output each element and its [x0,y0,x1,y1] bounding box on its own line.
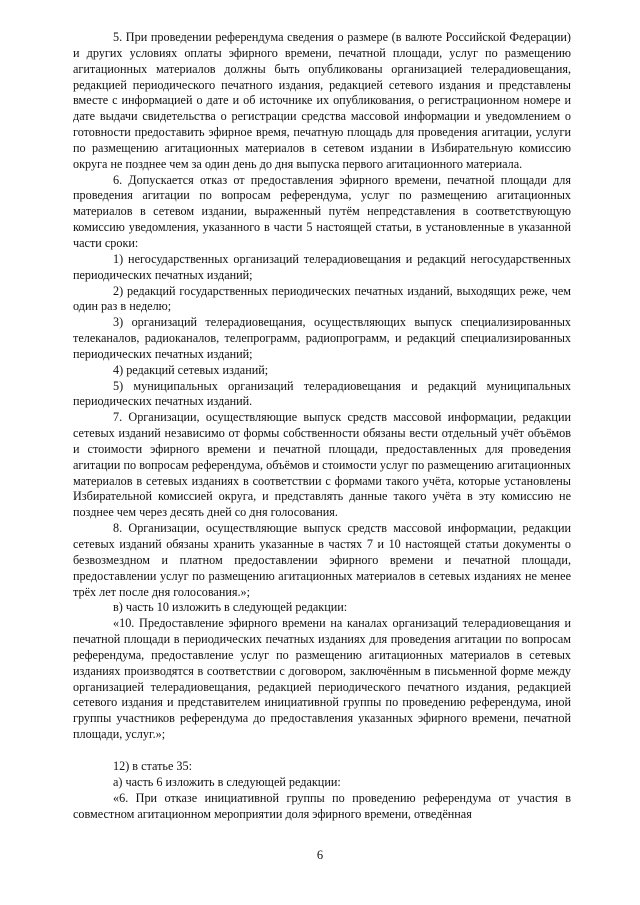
list-item-3: 3) организаций телерадиовещания, осуществляющих выпуск специализированных телеканалов, радиоканалов, телепрограмм, радиопрограмм, и редакций специализированных периодических печатных изданий; [73,315,571,361]
paragraph-part-5: 5. При проведении референдума сведения о размере (в валюте Российской Федерации) и других условиях оплаты эфирного времени, печатной площади, услуг по размещению агитационных материалов должны быть опубликованы организацией телерадиовещания, редакцией периодического печатного издания, редакцией сетевого издания и представлены вместе с информацией о дате и об источнике их опубликования, о регистрационном номере и дате выдачи свидетельства о регистрации средства массовой информации и уведомлением о готовности предоставить эфирное время, печатную площадь для проведения агитации, услуги по размещению агитационных материалов в сетевом издании в Избирательную комиссию округа не позднее чем за один день до дня выпуска первого агитационного материала. [73,30,571,171]
paragraph-part-8: 8. Организации, осуществляющие выпуск средств массовой информации, редакции сетевых изданий обязаны хранить указанные в частях 7 и 10 настоящей статьи документы о безвозмездном и платном предоставлении эфирного времени и печатной площади, предоставлении услуг по размещению агитационных материалов в сетевых изданиях не менее трёх лет после дня голосования.»; [73,521,571,599]
paragraph-part-7: 7. Организации, осуществляющие выпуск средств массовой информации, редакции сетевых изданий независимо от формы собственности обязаны вести отдельный учёт объёмов и стоимости эфирного времени и печатной площади, предоставленных для проведения агитации по вопросам референдума, объёмов и стоимости услуг по размещению агитационных материалов в сетевых изданиях в соответствии с формами такого учёта, которые установлены Избирательной комиссией округа, и представлять данные такого учёта в эту комиссию не позднее чем через десять дней со дня голосования. [73,410,571,520]
paragraph-part-6-quote: «6. При отказе инициативной группы по проведению референдума от участия в совместном агитационном мероприятии доля эфирного времени, отведённая [73,790,571,821]
paragraph-subitem-a: а) часть 6 изложить в следующей редакции: [113,774,341,789]
document-body [73,30,571,822]
list-item-5: 5) муниципальных организаций телерадиовещания и редакций муниципальных периодических печатных изданий. [73,378,571,409]
page-number: 6 [316,848,324,862]
paragraph-item-12: 12) в статье 35: [113,758,192,773]
list-item-1: 1) негосударственных организаций телерадиовещания и редакций негосударственных периодических печатных изданий; [73,251,571,282]
paragraph-subitem-v: в) часть 10 изложить в следующей редакции: [113,600,348,615]
list-item-4: 4) редакций сетевых изданий; [113,362,269,377]
list-item-2: 2) редакций государственных периодических печатных изданий, выходящих реже, чем один раз в неделю; [73,283,571,314]
paragraph-spacer [73,743,571,759]
paragraph-part-10-quote: «10. Предоставление эфирного времени на каналах организаций телерадиовещания и печатной площади в периодических печатных изданиях для проведения агитации по вопросам референдума, предоставление услуг по размещению агитационных материалов в сетевых изданиях производятся в соответствии с договором, заключённым в письменной форме между организацией телерадиовещания, редакцией периодического печатного издания, редакцией сетевого издания и представителем инициативной группы по проведению референдума, иной группы участников референдума до предоставления указанных эфирного времени, печатной площади, услуг.»; [73,616,571,742]
paragraph-part-6: 6. Допускается отказ от предоставления эфирного времени, печатной площади для проведения агитации по вопросам референдума, услуг по размещению агитационных материалов в сетевом издании, выраженный путём непредставления в соответствующую комиссию уведомления, указанного в части 5 настоящей статьи, в установленные в указанной части сроки: [73,172,571,250]
